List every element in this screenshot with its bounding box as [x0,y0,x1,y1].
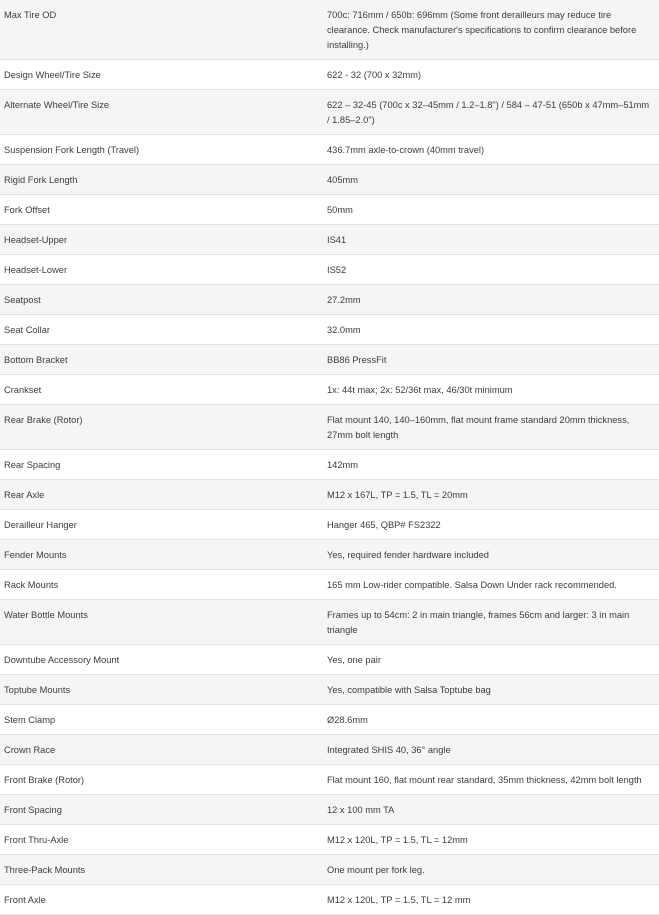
spec-value: 12 x 100 mm TA [327,805,395,815]
spec-value: 622 - 32 (700 x 32mm) [327,70,422,80]
table-row [0,765,659,795]
table-row [0,315,659,345]
spec-value: M12 x 167L, TP = 1.5, TL = 20mm [327,490,468,500]
table-row [0,450,659,480]
spec-value: IS41 [327,235,347,245]
table-row [0,255,659,285]
spec-label: Water Bottle Mounts [4,610,88,620]
spec-value: M12 x 120L, TP = 1.5, TL = 12 mm [327,895,471,905]
spec-label: Derailleur Hanger [4,520,77,530]
spec-label: Stem Clamp [4,715,56,725]
table-row [0,825,659,855]
spec-label: Front Brake (Rotor) [4,775,85,785]
spec-label: Design Wheel/Tire Size [4,70,101,80]
table-row [0,0,659,60]
table-row [0,735,659,765]
spec-value: Integrated SHIS 40, 36° angle [327,745,451,755]
spec-label: Toptube Mounts [4,685,71,695]
spec-value: Frames up to 54cm: 2 in main triangle, frames 56cm and larger: 3 in main triangle [327,610,630,635]
table-row [0,570,659,600]
spec-value: 165 mm Low-rider compatible. Salsa Down Under rack recommended. [327,580,617,590]
spec-value: 700c: 716mm / 650b: 696mm (Some front derailleurs may reduce tire clearance. Check manufacturer's specifications to confirm clearance before installing.) [327,10,637,50]
spec-value: BB86 PressFit [327,355,387,365]
table-row [0,885,659,915]
spec-label: Rear Brake (Rotor) [4,415,83,425]
spec-label: Fork Offset [4,205,50,215]
spec-value: M12 x 120L, TP = 1.5, TL = 12mm [327,835,468,845]
spec-value: Yes, required fender hardware included [327,550,489,560]
spec-label: Crown Race [4,745,56,755]
spec-label: Headset-Upper [4,235,68,245]
table-row [0,675,659,705]
spec-value: 436.7mm axle-to-crown (40mm travel) [327,145,485,155]
table-row [0,480,659,510]
spec-value: 50mm [327,205,353,215]
spec-value: Ø28.6mm [327,715,368,725]
table-row [0,195,659,225]
spec-label: Max Tire OD [4,10,57,20]
table-row [0,795,659,825]
spec-label: Suspension Fork Length (Travel) [4,145,140,155]
spec-label: Front Thru-Axle [4,835,69,845]
spec-value: IS52 [327,265,347,275]
table-row [0,90,659,135]
spec-value: Yes, one pair [327,655,381,665]
spec-label: Crankset [4,385,42,395]
table-row [0,510,659,540]
spec-label: Three-Pack Mounts [4,865,86,875]
spec-label: Fender Mounts [4,550,67,560]
table-row [0,135,659,165]
spec-value: Flat mount 140, 140–160mm, flat mount frame standard 20mm thickness, 27mm bolt length [327,415,630,440]
table-row [0,225,659,255]
spec-value: 27.2mm [327,295,361,305]
table-row [0,285,659,315]
spec-value: 1x: 44t max; 2x: 52/36t max, 46/30t minimum [327,385,513,395]
table-row [0,375,659,405]
spec-label: Rigid Fork Length [4,175,78,185]
spec-value: One mount per fork leg. [327,865,425,875]
table-row [0,405,659,450]
table-row [0,345,659,375]
table-row [0,600,659,645]
spec-label: Rear Spacing [4,460,61,470]
spec-label: Seatpost [4,295,41,305]
spec-label: Seat Collar [4,325,50,335]
spec-label: Rack Mounts [4,580,59,590]
table-row [0,60,659,90]
spec-label: Downtube Accessory Mount [4,655,120,665]
spec-value: 142mm [327,460,359,470]
spec-label: Front Spacing [4,805,62,815]
table-row [0,645,659,675]
spec-value: 622 – 32-45 (700c x 32–45mm / 1.2–1.8") / 584 – 47-51 (650b x 47mm–51mm / 1.85–2.0") [327,100,650,125]
table-row [0,855,659,885]
table-row [0,705,659,735]
spec-label: Bottom Bracket [4,355,68,365]
spec-value: Yes, compatible with Salsa Toptube bag [327,685,491,695]
spec-label: Front Axle [4,895,46,905]
spec-value: 32.0mm [327,325,361,335]
spec-label: Rear Axle [4,490,45,500]
table-row [0,540,659,570]
spec-value: Flat mount 160, flat mount rear standard, 35mm thickness, 42mm bolt length [327,775,642,785]
spec-label: Headset-Lower [4,265,68,275]
spec-value: 405mm [327,175,359,185]
spec-value: Hanger 465, QBP# FS2322 [327,520,441,530]
spec-label: Alternate Wheel/Tire Size [4,100,110,110]
table-row [0,165,659,195]
